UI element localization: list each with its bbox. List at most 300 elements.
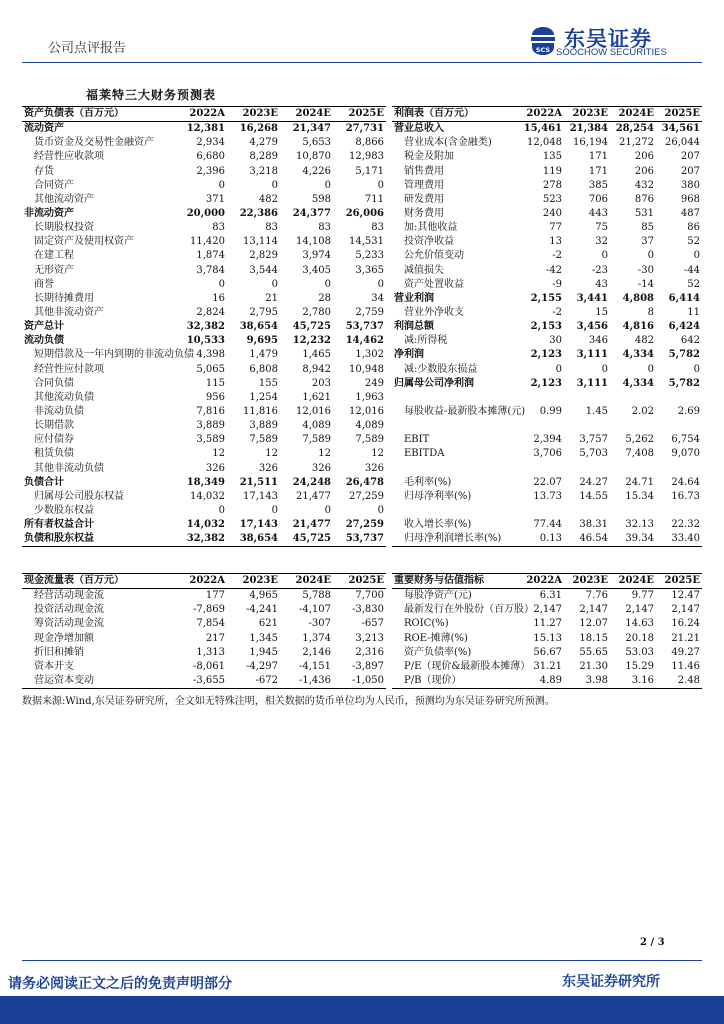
value-cell: 2,795 <box>249 307 278 319</box>
value-cell: 21,384 <box>569 123 608 135</box>
source-note: 数据来源:Wind,东吴证券研究所，全文如无特殊注明，相关数据的货币单位均为人民币，预测均为东吴证券研究所预测。 <box>22 696 555 707</box>
document-title: 福莱特三大财务预测表 <box>86 88 217 102</box>
value-cell: 346 <box>588 335 608 347</box>
value-cell: 21.21 <box>671 632 700 644</box>
value-cell <box>610 419 656 433</box>
logo-chinese-name: 东吴证券 <box>564 27 652 51</box>
table-row <box>392 150 702 164</box>
table-row <box>22 674 386 689</box>
table-row <box>392 646 702 660</box>
balance-sheet-table <box>22 106 386 547</box>
value-cell: 34,561 <box>661 123 700 135</box>
value-cell: 77 <box>549 222 562 234</box>
value-cell: 278 <box>542 179 562 191</box>
value-cell: -44 <box>683 264 700 276</box>
table-row <box>392 447 702 461</box>
table-row <box>392 476 702 490</box>
value-cell: 115 <box>205 377 225 389</box>
value-cell: 3,589 <box>196 434 225 446</box>
value-cell: 203 <box>311 377 331 389</box>
table-row <box>392 179 702 193</box>
row-label <box>392 462 518 476</box>
value-cell: 21,477 <box>292 519 331 531</box>
value-cell: 15.13 <box>533 632 562 644</box>
value-cell: 11,816 <box>243 406 278 418</box>
column-header: 2024E <box>610 574 656 589</box>
value-cell: -1,050 <box>333 674 386 689</box>
value-cell: 30 <box>549 335 562 347</box>
row-label: 经营活动现金流 <box>34 590 104 602</box>
value-cell: 7,700 <box>355 590 384 602</box>
value-cell: 380 <box>680 179 700 191</box>
table-title: 重要财务与估值指标 <box>392 574 518 589</box>
value-cell: 75 <box>595 222 608 234</box>
row-label: 研发费用 <box>404 193 444 205</box>
value-cell: 83 <box>212 222 225 234</box>
value-cell: 14,032 <box>190 490 225 502</box>
table-row <box>22 207 386 221</box>
value-cell: 31.21 <box>533 660 562 672</box>
value-cell: 28,254 <box>615 123 654 135</box>
value-cell: 2,394 <box>533 434 562 446</box>
column-header: 2025E <box>333 107 386 122</box>
value-cell: 21.30 <box>579 660 608 672</box>
value-cell: 13.73 <box>533 490 562 502</box>
column-header: 2023E <box>564 107 610 122</box>
value-cell: 12,016 <box>349 406 384 418</box>
value-cell: 2,934 <box>196 137 225 149</box>
value-cell: -14 <box>637 278 654 290</box>
value-cell: 8,942 <box>302 363 331 375</box>
table-header-row <box>392 574 702 589</box>
value-cell: 11 <box>687 307 700 319</box>
value-cell: 5,262 <box>625 434 654 446</box>
value-cell: 171 <box>588 151 608 163</box>
value-cell: 119 <box>542 165 562 177</box>
value-cell: -4,107 <box>298 604 331 616</box>
row-label: 在建工程 <box>34 250 74 262</box>
value-cell: 0 <box>377 505 384 516</box>
column-header: 2023E <box>227 574 280 589</box>
value-cell: 2.02 <box>631 406 654 418</box>
value-cell: 0 <box>271 278 278 290</box>
row-label <box>392 504 518 518</box>
value-cell: 16.73 <box>671 490 700 502</box>
row-label: 营运资本变动 <box>22 674 174 689</box>
table-row <box>392 320 702 334</box>
value-cell: 4,226 <box>302 165 331 177</box>
table-row <box>392 419 702 433</box>
footer-band <box>0 996 724 1024</box>
table-row <box>22 391 386 405</box>
value-cell: 432 <box>634 179 654 191</box>
value-cell: 7,408 <box>625 448 654 460</box>
value-cell: -307 <box>308 618 331 630</box>
disclaimer-notice: 请务必阅读正文之后的免责声明部分 <box>8 976 232 992</box>
value-cell: 17,143 <box>239 519 278 531</box>
value-cell: 26,006 <box>345 208 384 220</box>
value-cell: 7,589 <box>355 434 384 446</box>
value-cell: 38,654 <box>239 321 278 333</box>
value-cell: 45,725 <box>280 532 333 547</box>
table-row <box>22 660 386 674</box>
value-cell: 3,544 <box>249 264 278 276</box>
row-label: 管理费用 <box>404 179 444 191</box>
table-header-row <box>22 574 386 589</box>
table-row <box>22 603 386 617</box>
value-cell: 385 <box>588 179 608 191</box>
value-cell: 706 <box>588 193 608 205</box>
table-row <box>22 193 386 207</box>
value-cell: 0 <box>324 278 331 290</box>
value-cell: 3,218 <box>249 165 278 177</box>
table-row <box>22 377 386 391</box>
value-cell: 1,254 <box>249 391 278 403</box>
value-cell: 5,233 <box>355 250 384 262</box>
value-cell: 77.44 <box>533 519 562 531</box>
value-cell: 2,829 <box>249 250 278 262</box>
row-label: 减值损失 <box>404 264 444 276</box>
table-row <box>22 221 386 235</box>
table-row <box>22 589 386 604</box>
value-cell: 956 <box>205 391 225 403</box>
row-label: 经营性应收款项 <box>34 151 104 163</box>
value-cell <box>564 462 610 476</box>
value-cell: 8 <box>647 307 654 319</box>
table-row <box>22 278 386 292</box>
value-cell: 155 <box>258 377 278 389</box>
value-cell: 4,816 <box>622 321 654 333</box>
row-label: 筹资活动现金流 <box>34 618 104 630</box>
table-row <box>392 165 702 179</box>
footer-rule <box>22 960 702 961</box>
row-label: 其他非流动负债 <box>34 462 104 474</box>
row-label: 资本开支 <box>34 660 74 672</box>
value-cell: 3.98 <box>564 674 610 689</box>
row-label: 经营性应付款项 <box>34 363 104 375</box>
value-cell: 10,870 <box>296 151 331 163</box>
row-label: 财务费用 <box>404 208 444 220</box>
income-statement-table <box>392 106 702 547</box>
value-cell: 83 <box>265 222 278 234</box>
value-cell: 2,824 <box>196 307 225 319</box>
value-cell: 1,465 <box>302 349 331 361</box>
value-cell: 4,398 <box>196 349 225 361</box>
value-cell: 14.63 <box>625 618 654 630</box>
value-cell <box>656 462 702 476</box>
value-cell: 32.13 <box>625 519 654 531</box>
value-cell: 14,531 <box>349 236 384 248</box>
table-row <box>392 193 702 207</box>
value-cell: 38,654 <box>227 532 280 547</box>
value-cell: -2 <box>552 250 562 262</box>
value-cell: 32,382 <box>174 532 227 547</box>
value-cell: 12,048 <box>527 137 562 149</box>
value-cell: -42 <box>545 264 562 276</box>
value-cell: 0 <box>377 278 384 290</box>
row-label: 营业成本(含金融类) <box>404 137 492 149</box>
value-cell: 33.40 <box>656 532 702 547</box>
table-header-row <box>22 107 386 122</box>
value-cell: 0 <box>271 179 278 191</box>
value-cell: 53.03 <box>625 646 654 658</box>
value-cell: 3,365 <box>355 264 384 276</box>
value-cell: 1,302 <box>355 349 384 361</box>
table-row <box>392 292 702 306</box>
row-label: 其他非流动资产 <box>34 307 104 319</box>
row-label: 长期股权投资 <box>34 222 94 234</box>
table-row <box>392 377 702 391</box>
table-row <box>392 518 702 532</box>
value-cell: 39.34 <box>610 532 656 547</box>
value-cell: 21,511 <box>239 476 278 488</box>
value-cell: -30 <box>637 264 654 276</box>
value-cell: 16,268 <box>239 123 278 135</box>
row-label: 现金净增加额 <box>34 632 94 644</box>
value-cell: 4,089 <box>355 420 384 432</box>
table-row <box>22 490 386 504</box>
column-header: 2024E <box>280 107 333 122</box>
value-cell: 7.76 <box>585 590 608 602</box>
value-cell: 371 <box>205 193 225 205</box>
value-cell: 206 <box>634 165 654 177</box>
page-number: 2 / 3 <box>640 937 665 948</box>
value-cell: 217 <box>205 632 225 644</box>
row-label: 长期待摊费用 <box>34 292 94 304</box>
value-cell: 3,111 <box>576 349 608 361</box>
table-title: 资产负债表（百万元） <box>22 107 174 122</box>
table-row <box>22 235 386 249</box>
value-cell: 4,089 <box>302 420 331 432</box>
value-cell: 86 <box>687 222 700 234</box>
table-row <box>22 504 386 518</box>
value-cell: 27,259 <box>349 490 384 502</box>
value-cell: 1,345 <box>249 632 278 644</box>
row-label: 每股收益-最新股本摊薄(元) <box>404 406 526 418</box>
table-row <box>392 306 702 320</box>
value-cell: 487 <box>680 208 700 220</box>
row-label: 少数股东权益 <box>34 505 94 516</box>
value-cell: 0 <box>693 363 700 375</box>
value-cell: 0 <box>647 363 654 375</box>
value-cell: -8,061 <box>192 660 225 672</box>
value-cell: 2,147 <box>533 604 562 616</box>
value-cell: 24,248 <box>292 476 331 488</box>
value-cell: 7,854 <box>196 618 225 630</box>
value-cell: 12 <box>265 448 278 460</box>
row-label: ROIC(%) <box>404 618 449 630</box>
table-header-row <box>392 107 702 122</box>
value-cell: 32 <box>595 236 608 248</box>
value-cell: 12 <box>212 448 225 460</box>
row-label: 长期借款 <box>34 420 74 432</box>
value-cell: 5,703 <box>579 448 608 460</box>
column-header: 2022A <box>174 107 227 122</box>
value-cell: 15.29 <box>625 660 654 672</box>
row-label: 存货 <box>34 165 54 177</box>
value-cell: 45,725 <box>292 321 331 333</box>
row-label: 所有者权益合计 <box>24 519 94 531</box>
value-cell: 53,737 <box>345 321 384 333</box>
value-cell <box>564 504 610 518</box>
value-cell: 1,874 <box>196 250 225 262</box>
value-cell: 27,731 <box>345 123 384 135</box>
value-cell: 621 <box>258 618 278 630</box>
institute-name: 东吴证券研究所 <box>562 974 660 990</box>
row-label: 合同负债 <box>34 377 74 389</box>
value-cell: 598 <box>311 193 331 205</box>
cash-flow-table <box>22 573 386 689</box>
value-cell: -4,151 <box>298 660 331 672</box>
value-cell: 55.65 <box>579 646 608 658</box>
table-row <box>392 249 702 263</box>
value-cell: 2,759 <box>355 307 384 319</box>
logo-mark-icon <box>528 25 558 57</box>
table-row <box>392 235 702 249</box>
table-title: 利润表（百万元） <box>392 107 518 122</box>
value-cell: 6,414 <box>668 292 700 304</box>
value-cell: 0 <box>693 250 700 262</box>
value-cell <box>656 391 702 405</box>
value-cell <box>518 391 564 405</box>
value-cell: -23 <box>591 264 608 276</box>
value-cell: 22.07 <box>533 476 562 488</box>
table-row <box>22 348 386 362</box>
value-cell: 14,108 <box>296 236 331 248</box>
row-label: 减:所得税 <box>404 335 448 347</box>
value-cell: 9,070 <box>671 448 700 460</box>
value-cell: -7,869 <box>192 604 225 616</box>
value-cell: 3,405 <box>302 264 331 276</box>
value-cell: 4,279 <box>249 137 278 149</box>
value-cell: 12 <box>371 448 384 460</box>
value-cell: 0 <box>271 505 278 516</box>
key-ratios-table <box>392 573 702 689</box>
value-cell: 10,533 <box>186 335 225 347</box>
value-cell: 240 <box>542 208 562 220</box>
table-row <box>392 391 702 405</box>
table-row <box>22 646 386 660</box>
value-cell: 15.34 <box>625 490 654 502</box>
column-header: 2025E <box>333 574 386 589</box>
value-cell: 0.13 <box>518 532 564 547</box>
value-cell: -9 <box>552 278 562 290</box>
table-row <box>392 603 702 617</box>
table-row <box>22 617 386 631</box>
table-row <box>392 221 702 235</box>
value-cell: 0 <box>555 363 562 375</box>
value-cell: 3,441 <box>576 292 608 304</box>
column-header: 2023E <box>564 574 610 589</box>
row-label: 投资活动现金流 <box>34 604 104 616</box>
row-label: 非流动资产 <box>24 208 74 220</box>
value-cell: 24.64 <box>671 476 700 488</box>
value-cell: 4,334 <box>622 349 654 361</box>
row-label: EBIT <box>404 434 430 446</box>
table-row <box>22 334 386 348</box>
report-type-label: 公司点评报告 <box>48 41 127 56</box>
column-header: 2022A <box>518 574 564 589</box>
value-cell: 968 <box>680 193 700 205</box>
value-cell: 21,272 <box>619 137 654 149</box>
value-cell: 207 <box>680 151 700 163</box>
value-cell: 2,153 <box>530 321 562 333</box>
value-cell: -3,655 <box>174 674 227 689</box>
row-label: 归母净利率(%) <box>404 490 472 502</box>
value-cell: 16.24 <box>671 618 700 630</box>
row-label: 应付债券 <box>34 434 74 446</box>
value-cell: 6,754 <box>671 434 700 446</box>
value-cell: 0 <box>218 179 225 191</box>
value-cell: 482 <box>634 335 654 347</box>
row-label: 无形资产 <box>34 264 74 276</box>
table-row <box>22 249 386 263</box>
value-cell: -4,241 <box>245 604 278 616</box>
table-row <box>392 632 702 646</box>
value-cell: 135 <box>542 151 562 163</box>
value-cell: 49.27 <box>671 646 700 658</box>
value-cell <box>518 419 564 433</box>
value-cell: 3,757 <box>579 434 608 446</box>
row-label: 归属母公司股东权益 <box>34 490 124 502</box>
value-cell: 85 <box>641 222 654 234</box>
value-cell: 53,737 <box>333 532 386 547</box>
value-cell <box>564 419 610 433</box>
value-cell: 13 <box>549 236 562 248</box>
table-row <box>392 589 702 604</box>
row-label: 净利润 <box>394 349 424 361</box>
value-cell: 531 <box>634 208 654 220</box>
value-cell: 5,782 <box>668 349 700 361</box>
value-cell: 16 <box>212 292 225 304</box>
table-row <box>392 264 702 278</box>
column-header: 2022A <box>174 574 227 589</box>
value-cell: 5,788 <box>302 590 331 602</box>
table-row <box>22 419 386 433</box>
value-cell: 326 <box>311 462 331 474</box>
value-cell: 2,396 <box>196 165 225 177</box>
value-cell: 7,816 <box>196 406 225 418</box>
column-header: 2022A <box>518 107 564 122</box>
value-cell: 14,032 <box>186 519 225 531</box>
table-row <box>392 363 702 377</box>
row-label: 合同资产 <box>34 179 74 191</box>
row-label: ROE-摊薄(%) <box>404 632 468 644</box>
value-cell: 22.32 <box>671 519 700 531</box>
value-cell: 5,653 <box>302 137 331 149</box>
value-cell: 1,374 <box>302 632 331 644</box>
row-label: 资产总计 <box>24 321 64 333</box>
value-cell: 15,461 <box>523 123 562 135</box>
row-label: 负债合计 <box>24 476 64 488</box>
row-label <box>392 391 518 405</box>
row-label: 收入增长率(%) <box>404 519 472 531</box>
value-cell: 38.31 <box>579 519 608 531</box>
header-rule <box>22 62 702 63</box>
table-row <box>22 320 386 334</box>
value-cell: 3,889 <box>196 420 225 432</box>
value-cell: 14,462 <box>345 335 384 347</box>
value-cell: 9.77 <box>631 590 654 602</box>
value-cell: 83 <box>371 222 384 234</box>
value-cell: 24.27 <box>579 476 608 488</box>
table-row <box>22 476 386 490</box>
value-cell: 642 <box>680 335 700 347</box>
row-label: 营业总收入 <box>394 123 444 135</box>
value-cell: 14.55 <box>579 490 608 502</box>
table-row <box>22 405 386 419</box>
value-cell: 5,171 <box>355 165 384 177</box>
